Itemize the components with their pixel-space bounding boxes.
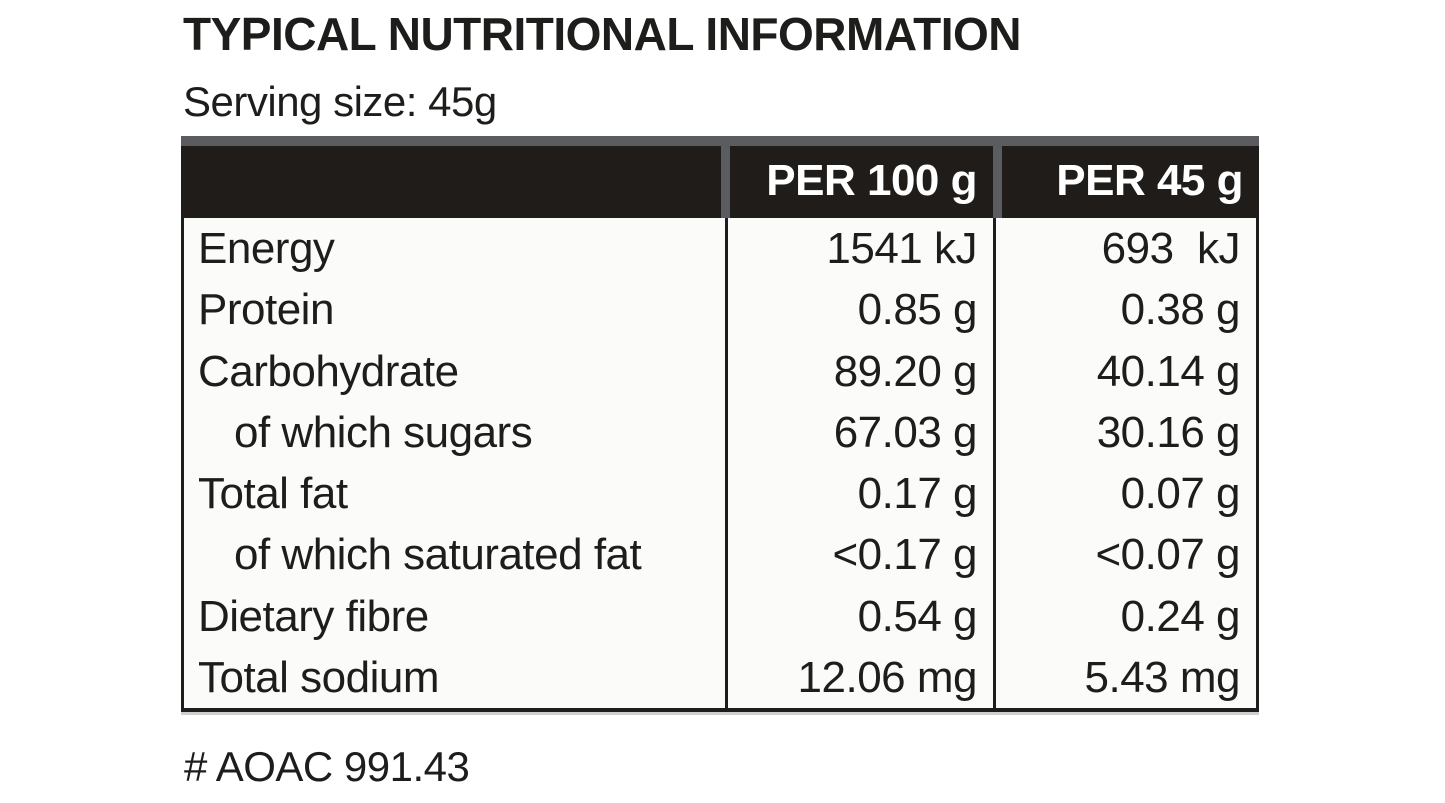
nutrient-label: Protein bbox=[198, 285, 334, 335]
table-row bbox=[184, 524, 1256, 585]
table-row bbox=[184, 341, 1256, 402]
per-45g-value: 5.43 mg bbox=[993, 647, 1256, 708]
nutrient-label: of which saturated fat bbox=[234, 530, 642, 580]
column-header-per-45g: PER 45 g bbox=[1002, 146, 1259, 218]
per-100g-value: 89.20 g bbox=[725, 341, 993, 402]
per-45g-value: 0.38 g bbox=[993, 279, 1256, 340]
nutrition-table bbox=[181, 136, 1259, 712]
nutrient-label: Energy bbox=[198, 224, 335, 273]
page-title: TYPICAL NUTRITIONAL INFORMATION bbox=[183, 8, 1022, 60]
per-45g-value: 0.07 g bbox=[993, 463, 1256, 524]
table-row bbox=[184, 463, 1256, 524]
table-header-row bbox=[181, 136, 1259, 218]
per-100g-value: 12.06 mg bbox=[725, 647, 993, 708]
footnote-aoac: # AOAC 991.43 bbox=[184, 743, 470, 791]
table-body bbox=[181, 218, 1259, 712]
per-100g-value: 67.03 g bbox=[725, 402, 993, 463]
table-row bbox=[184, 402, 1256, 463]
per-45g-value: 0.24 g bbox=[993, 586, 1256, 647]
per-100g-value: 0.17 g bbox=[725, 463, 993, 524]
column-header-blank bbox=[181, 146, 721, 218]
nutrient-label: Total fat bbox=[198, 469, 348, 519]
per-45g-value: 30.16 g bbox=[993, 402, 1256, 463]
per-100g-value: 0.85 g bbox=[725, 279, 993, 340]
column-header-per-100g: PER 100 g bbox=[730, 146, 993, 218]
per-100g-value: 1541 kJ bbox=[725, 218, 993, 279]
table-row bbox=[184, 218, 1256, 279]
per-100g-value: 0.54 g bbox=[725, 586, 993, 647]
nutrient-label: Total sodium bbox=[198, 653, 440, 703]
table-row bbox=[184, 586, 1256, 647]
per-45g-value: 40.14 g bbox=[993, 341, 1256, 402]
nutrition-label bbox=[181, 4, 1259, 792]
nutrient-label: of which sugars bbox=[234, 407, 533, 457]
per-45g-value: 693 kJ bbox=[993, 218, 1256, 279]
per-100g-value: <0.17 g bbox=[725, 524, 993, 585]
table-row bbox=[184, 279, 1256, 340]
serving-size-text: Serving size: 45g bbox=[183, 78, 497, 125]
nutrient-label: Carbohydrate bbox=[198, 346, 459, 396]
nutrient-label: Dietary fibre bbox=[198, 591, 429, 641]
table-row bbox=[184, 647, 1256, 708]
per-45g-value: <0.07 g bbox=[993, 524, 1256, 585]
